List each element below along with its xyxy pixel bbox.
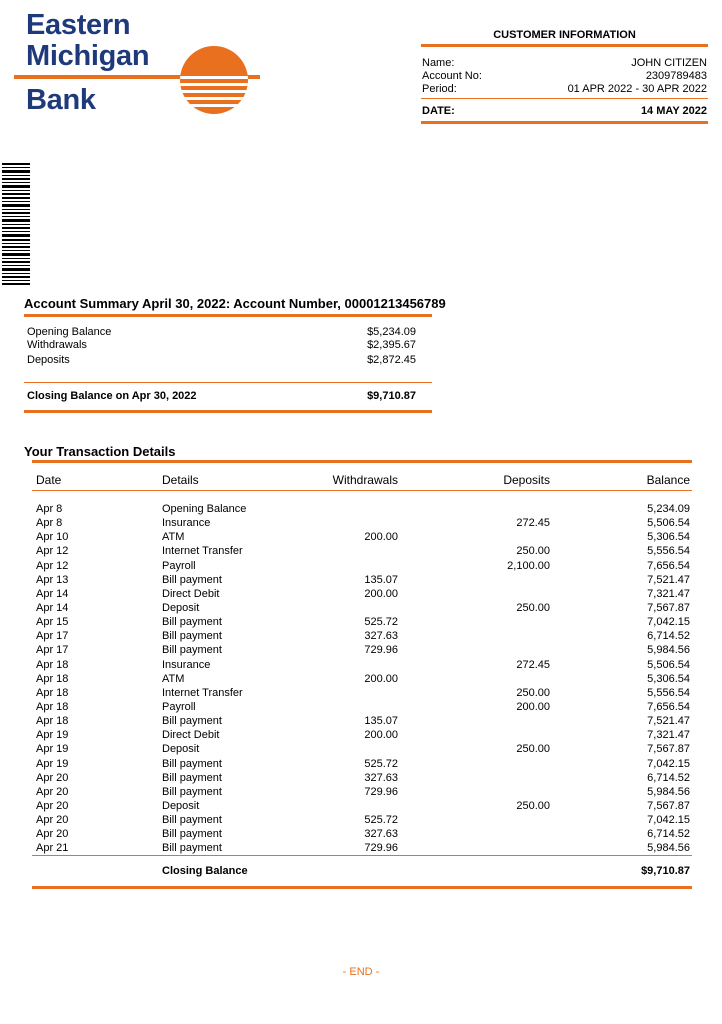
tx-withdrawal: 327.63	[364, 771, 398, 784]
tx-withdrawal: 200.00	[364, 672, 398, 685]
table-row	[32, 587, 692, 601]
divider	[421, 44, 708, 47]
period-row	[421, 83, 708, 96]
tx-details: Internet Transfer	[162, 686, 243, 699]
tx-details: Bill payment	[162, 715, 222, 728]
tx-date: Apr 14	[36, 587, 69, 600]
tx-balance: 7,042.15	[647, 616, 690, 629]
table-row	[32, 700, 692, 714]
tx-balance: 6,714.52	[647, 630, 690, 643]
tx-balance: 5,306.54	[647, 672, 690, 685]
tx-balance: 7,521.47	[647, 573, 690, 586]
tx-withdrawal: 135.07	[364, 715, 398, 728]
divider	[32, 886, 692, 889]
tx-date: Apr 10	[36, 531, 69, 544]
header-withdrawals: Withdrawals	[332, 473, 398, 487]
closing-label: Closing Balance	[162, 865, 248, 877]
tx-withdrawal: 729.96	[364, 785, 398, 798]
closing-balance-label: Closing Balance on Apr 30, 2022	[27, 390, 197, 402]
divider	[32, 855, 692, 856]
tx-balance: 7,656.54	[647, 559, 690, 572]
logo-line-3: Bank	[26, 84, 96, 116]
tx-date: Apr 21	[36, 842, 69, 855]
header-deposits: Deposits	[503, 473, 550, 487]
summary-row	[27, 326, 416, 339]
tx-details: Bill payment	[162, 616, 222, 629]
tx-date: Apr 20	[36, 771, 69, 784]
table-row	[32, 516, 692, 530]
tx-details: Direct Debit	[162, 587, 220, 600]
tx-details: Payroll	[162, 700, 196, 713]
tx-balance: 5,984.56	[647, 644, 690, 657]
tx-date: Apr 15	[36, 616, 69, 629]
transactions-title: Your Transaction Details	[24, 444, 176, 459]
tx-withdrawal: 135.07	[364, 573, 398, 586]
tx-date: Apr 19	[36, 743, 69, 756]
date-label: DATE:	[422, 105, 455, 117]
divider	[421, 121, 708, 124]
period-label: Period:	[422, 83, 457, 95]
tx-balance: 7,042.15	[647, 757, 690, 770]
tx-withdrawal: 729.96	[364, 644, 398, 657]
table-row	[32, 544, 692, 558]
tx-withdrawal: 200.00	[364, 729, 398, 742]
tx-balance: 7,321.47	[647, 729, 690, 742]
tx-details: Bill payment	[162, 842, 222, 855]
tx-details: Bill payment	[162, 771, 222, 784]
tx-details: Bill payment	[162, 644, 222, 657]
tx-withdrawal: 200.00	[364, 587, 398, 600]
tx-deposit: 250.00	[516, 743, 550, 756]
tx-balance: 7,042.15	[647, 814, 690, 827]
tx-deposit: 2,100.00	[507, 559, 550, 572]
tx-date: Apr 18	[36, 715, 69, 728]
tx-date: Apr 8	[36, 517, 63, 530]
closing-balance-value: $9,710.87	[367, 390, 416, 402]
tx-withdrawal: 525.72	[364, 616, 398, 629]
tx-deposit: 272.45	[516, 658, 550, 671]
tx-balance: 7,567.87	[647, 743, 690, 756]
period-value: 01 APR 2022 - 30 APR 2022	[567, 83, 707, 95]
header-details: Details	[162, 473, 199, 487]
tx-date: Apr 8	[36, 503, 63, 515]
tx-date: Apr 18	[36, 686, 69, 699]
end-marker: - END -	[342, 966, 380, 978]
table-row	[32, 728, 692, 742]
tx-date: Apr 20	[36, 828, 69, 841]
tx-balance: 7,521.47	[647, 715, 690, 728]
tx-balance: 5,506.54	[647, 658, 690, 671]
tx-details: Bill payment	[162, 828, 222, 841]
tx-withdrawal: 200.00	[364, 531, 398, 544]
logo-line-1: Eastern	[26, 9, 131, 41]
table-row	[32, 559, 692, 573]
tx-balance: 5,306.54	[647, 531, 690, 544]
table-row	[32, 799, 692, 813]
summary-value: $2,872.45	[367, 354, 416, 366]
tx-balance: 6,714.52	[647, 828, 690, 841]
tx-details: Bill payment	[162, 785, 222, 798]
table-row	[32, 530, 692, 544]
tx-balance: 5,556.54	[647, 686, 690, 699]
tx-details: Opening Balance	[162, 503, 247, 515]
tx-balance: 5,984.56	[647, 842, 690, 855]
tx-balance: 7,321.47	[647, 587, 690, 600]
tx-balance: 5,984.56	[647, 785, 690, 798]
table-row	[32, 771, 692, 785]
tx-balance: 7,656.54	[647, 700, 690, 713]
tx-details: Internet Transfer	[162, 545, 243, 558]
summary-label: Opening Balance	[27, 326, 112, 338]
sun-logo-icon	[174, 40, 254, 120]
table-row	[32, 813, 692, 827]
barcode-icon	[2, 163, 30, 285]
tx-details: Deposit	[162, 743, 200, 756]
tx-date: Apr 18	[36, 658, 69, 671]
tx-details: Insurance	[162, 517, 211, 530]
table-row	[32, 629, 692, 643]
tx-details: Deposit	[162, 601, 200, 614]
tx-date: Apr 18	[36, 672, 69, 685]
tx-details: Bill payment	[162, 814, 222, 827]
tx-date: Apr 20	[36, 785, 69, 798]
table-row	[32, 742, 692, 756]
tx-balance: 5,506.54	[647, 517, 690, 530]
transactions-table	[32, 502, 692, 856]
tx-balance: 7,567.87	[647, 799, 690, 812]
table-row	[32, 686, 692, 700]
tx-date: Apr 12	[36, 559, 69, 572]
tx-balance: 5,556.54	[647, 545, 690, 558]
tx-date: Apr 19	[36, 729, 69, 742]
tx-details: ATM	[162, 672, 185, 685]
table-row	[32, 757, 692, 771]
tx-date: Apr 14	[36, 601, 69, 614]
tx-date: Apr 19	[36, 757, 69, 770]
transactions-header	[32, 472, 692, 488]
name-value: JOHN CITIZEN	[631, 57, 707, 69]
tx-balance: 5,234.09	[647, 503, 690, 515]
table-row	[32, 573, 692, 587]
tx-date: Apr 20	[36, 814, 69, 827]
table-row	[32, 785, 692, 799]
summary-label: Withdrawals	[27, 339, 87, 351]
statement-date-row	[421, 99, 708, 117]
summary-closing-row	[27, 390, 416, 403]
tx-withdrawal: 525.72	[364, 757, 398, 770]
divider	[32, 490, 692, 491]
divider	[24, 410, 432, 413]
tx-withdrawal: 729.96	[364, 842, 398, 855]
tx-withdrawal: 327.63	[364, 630, 398, 643]
table-row	[32, 841, 692, 855]
summary-label: Deposits	[27, 354, 70, 366]
tx-date: Apr 20	[36, 799, 69, 812]
tx-withdrawal: 327.63	[364, 828, 398, 841]
table-row	[32, 643, 692, 657]
closing-value: $9,710.87	[641, 865, 690, 877]
summary-value: $5,234.09	[367, 326, 416, 338]
tx-date: Apr 13	[36, 573, 69, 586]
date-value: 14 MAY 2022	[640, 105, 707, 117]
header-date: Date	[36, 473, 62, 487]
tx-details: Bill payment	[162, 630, 222, 643]
tx-details: Deposit	[162, 799, 200, 812]
summary-value: $2,395.67	[367, 339, 416, 351]
tx-balance: 7,567.87	[647, 601, 690, 614]
table-row	[32, 714, 692, 728]
transactions-closing-row	[32, 864, 692, 878]
account-label: Account No:	[422, 70, 482, 82]
name-label: Name:	[422, 57, 455, 69]
tx-balance: 6,714.52	[647, 771, 690, 784]
divider	[24, 382, 432, 383]
tx-details: Bill payment	[162, 757, 222, 770]
table-row	[32, 672, 692, 686]
tx-deposit: 250.00	[516, 601, 550, 614]
summary-row	[27, 339, 416, 352]
tx-details: Direct Debit	[162, 729, 220, 742]
divider	[32, 460, 692, 463]
table-row	[32, 502, 692, 516]
tx-deposit: 250.00	[516, 686, 550, 699]
header-balance: Balance	[646, 473, 690, 487]
account-summary-title: Account Summary April 30, 2022: Account Number, 00001213456789	[24, 296, 446, 311]
account-number-row	[421, 70, 708, 83]
tx-date: Apr 18	[36, 700, 69, 713]
table-row	[32, 658, 692, 672]
tx-deposit: 250.00	[516, 799, 550, 812]
tx-date: Apr 17	[36, 630, 69, 643]
divider	[24, 314, 432, 317]
tx-details: Payroll	[162, 559, 196, 572]
tx-date: Apr 12	[36, 545, 69, 558]
table-row	[32, 827, 692, 841]
table-row	[32, 615, 692, 629]
tx-deposit: 272.45	[516, 517, 550, 530]
account-value: 2309789483	[645, 70, 707, 82]
customer-name-row	[421, 57, 708, 70]
summary-row	[27, 354, 416, 367]
table-row	[32, 601, 692, 615]
tx-withdrawal: 525.72	[364, 814, 398, 827]
tx-deposit: 200.00	[516, 700, 550, 713]
tx-date: Apr 17	[36, 644, 69, 657]
tx-details: Bill payment	[162, 573, 222, 586]
bank-logo	[14, 10, 264, 116]
logo-line-2: Michigan	[26, 40, 150, 72]
tx-details: Insurance	[162, 658, 211, 671]
tx-details: ATM	[162, 531, 185, 544]
tx-deposit: 250.00	[516, 545, 550, 558]
customer-info-panel	[421, 28, 708, 124]
customer-info-title: CUSTOMER INFORMATION	[493, 29, 636, 41]
